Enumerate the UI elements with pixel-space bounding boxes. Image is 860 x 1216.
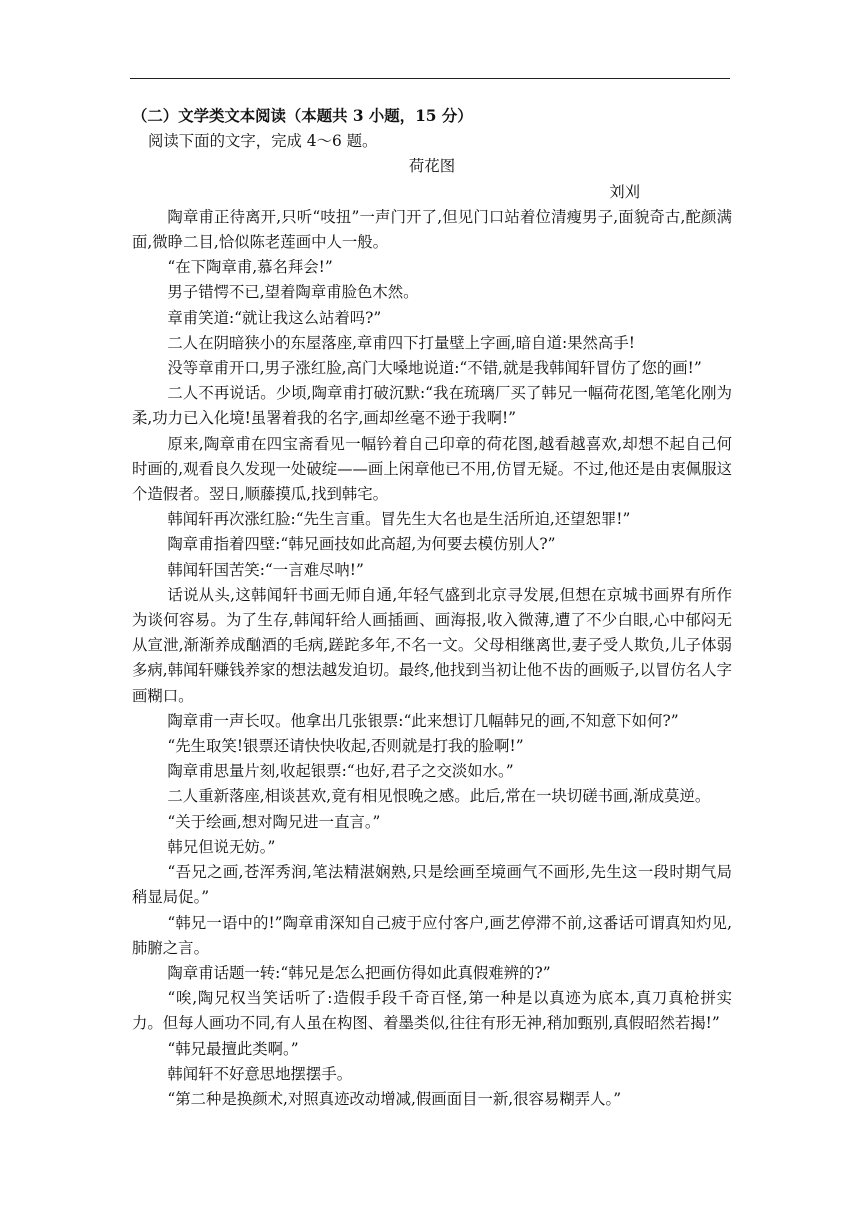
paragraph: 二人不再说话。少顷,陶章甫打破沉默:“我在琉璃厂买了韩兄一幅荷花图,笔笔化刚为柔,功力已入化境!虽署着我的名字,画却丝毫不逊于我啊!” <box>132 384 732 428</box>
header-rule <box>130 78 730 79</box>
paragraph: 男子错愕不已,望着陶章甫脸色木然。 <box>167 283 419 302</box>
paragraph: “先生取笑!银票还请快快收起,否则就是打我的脸啊!” <box>167 737 524 756</box>
paragraph: 没等章甫开口,男子涨红脸,高门大嗓地说道:“不错,就是我韩闻轩冒仿了您的画!” <box>167 359 702 378</box>
paragraph: 韩闻轩国苦笑:“一言难尽呐!” <box>167 560 364 579</box>
paragraph: 韩兄但说无妨。” <box>167 837 276 856</box>
paragraph: “唉,陶兄权当笑话听了:造假手段千奇百怪,第一种是以真迹为底本,真刀真枪拼实力。但每人画功不同,有人虽在构图、着墨类似,往往有形无神,稍加甄别,真假昭然若揭!” <box>132 989 732 1033</box>
paragraph: 陶章甫思量片刻,收起银票:“也好,君子之交淡如水。” <box>167 762 514 781</box>
story-author: 刘刈 <box>609 182 640 201</box>
paragraph: 二人在阴暗狭小的东屋落座,章甫四下打量壁上字画,暗自道:果然高手! <box>167 333 635 352</box>
paragraph: 原来,陶章甫在四宝斋看见一幅钤着自己印章的荷花图,越看越喜欢,却想不起自己何时画的,观看良久发现一处破绽——画上闲章他已不用,仿冒无疑。不过,他还是由衷佩服这个造假者。翌日,顺藤摸瓜,找到韩宅。 <box>132 434 732 504</box>
paragraph: 陶章甫一声长叹。他拿出几张银票:“此来想订几幅韩兄的画,不知意下如何?” <box>167 711 679 730</box>
paragraph: “吾兄之画,苍浑秀润,笔法精湛娴熟,只是绘画至境画气不画形,先生这一段时期气局稍显局促。” <box>132 863 732 907</box>
paragraph: 章甫笑道:“就让我这么站着吗?” <box>167 308 382 327</box>
reading-instruction: 阅读下面的文字，完成 4～6 题。 <box>148 132 378 151</box>
paragraph: 二人重新落座,相谈甚欢,竟有相见恨晚之感。此后,常在一块切磋书画,渐成莫逆。 <box>167 787 711 806</box>
paragraph: 韩闻轩再次涨红脸:“先生言重。冒先生大名也是生活所迫,还望恕罪!” <box>167 510 631 529</box>
section-title: （二）文学类文本阅读（本题共 3 小题，15 分） <box>132 107 473 125</box>
paragraph: 陶章甫正待离开,只听“吱扭”一声门开了,但见门口站着位清瘦男子,面貌奇古,酡颜满面,微睁二目,恰似陈老莲画中人一般。 <box>132 207 732 252</box>
story-title: 荷花图 <box>408 157 456 176</box>
paragraph: 话说从头,这韩闻轩书画无师自通,年轻气盛到北京寻发展,但想在京城书画界有所作为谈何容易。为了生存,韩闻轩给人画插画、画海报,收入微薄,遭了不少白眼,心中郁闷无从宣泄,渐渐养成酗酒的毛病,蹉跎多年,不名一文。父母相继离世,妻子受人欺负,儿子体弱多病,韩闻轩赚钱养家的想法越发迫切。最终,他找到当初让他不齿的画贩子,以冒仿名人字画糊口。 <box>132 585 732 705</box>
paragraph: “韩兄最擅此类啊。” <box>167 1039 299 1058</box>
paragraph: “韩兄一语中的!”陶章甫深知自己疲于应付客户,画艺停滞不前,这番话可谓真知灼见,肺腑之言。 <box>132 913 732 957</box>
document-body <box>132 104 732 1112</box>
paragraph: 陶章甫话题一转:“韩兄是怎么把画仿得如此真假难辨的?” <box>167 963 551 982</box>
paragraph: 陶章甫指着四壁:“韩兄画技如此高超,为何要去模仿别人?” <box>167 535 556 554</box>
paragraph: “关于绘画,想对陶兄进一直言。” <box>167 812 381 831</box>
paragraph: “在下陶章甫,慕名拜会!” <box>167 258 333 277</box>
paragraph: 韩闻轩不好意思地摆摆手。 <box>167 1064 353 1083</box>
paragraph: “第二种是换颜术,对照真迹改动增减,假画面目一新,很容易糊弄人。” <box>167 1089 622 1108</box>
